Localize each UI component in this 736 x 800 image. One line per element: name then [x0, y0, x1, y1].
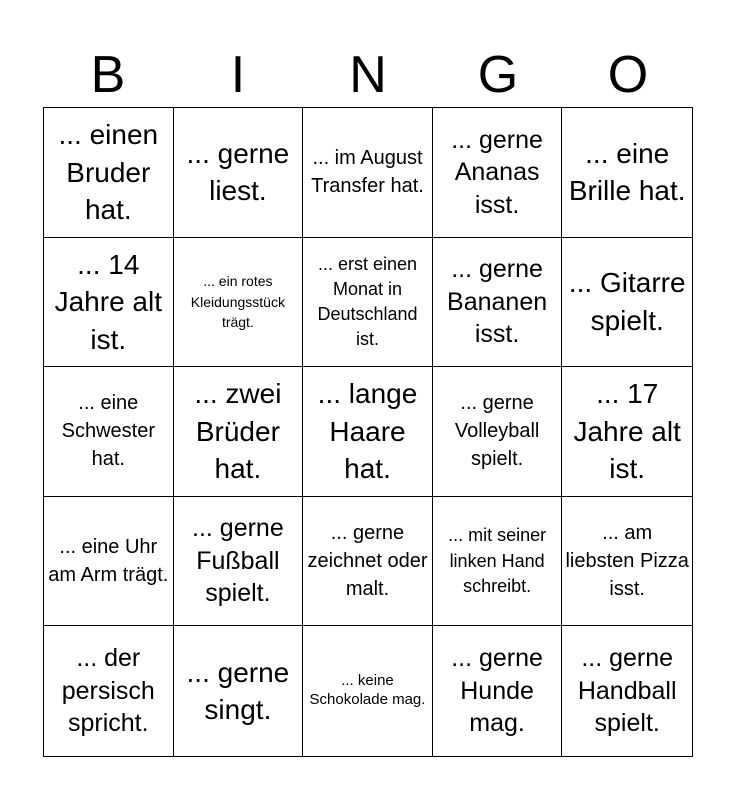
bingo-cell-text: ... einen Bruder hat. — [58, 119, 159, 226]
bingo-cell-text: ... eine Uhr am Arm trägt. — [48, 536, 169, 587]
bingo-cell-text: ... gerne liest. — [186, 137, 290, 207]
bingo-cell[interactable] — [303, 626, 433, 756]
bingo-cell[interactable] — [174, 238, 304, 368]
bingo-cell-text: ... gerne Handball spielt. — [577, 644, 677, 738]
bingo-cell[interactable] — [44, 497, 174, 627]
header-letter-o: O — [607, 46, 649, 104]
bingo-cell-text: ... gerne Bananen isst. — [447, 255, 548, 349]
bingo-cell[interactable] — [433, 108, 563, 238]
bingo-cell[interactable] — [433, 367, 563, 497]
bingo-cell[interactable] — [44, 238, 174, 368]
bingo-cell-text: ... 17 Jahre alt ist. — [573, 378, 681, 485]
bingo-cell-text: ... gerne singt. — [186, 656, 290, 726]
bingo-cell-text: ... im August Transfer hat. — [311, 147, 424, 198]
bingo-cell[interactable] — [174, 497, 304, 627]
bingo-cell[interactable] — [44, 108, 174, 238]
bingo-cell-text: ... gerne Fußball spielt. — [192, 514, 284, 608]
header-letter-g: G — [477, 46, 519, 104]
bingo-cell-text: ... eine Schwester hat. — [61, 392, 155, 471]
bingo-cell[interactable] — [303, 367, 433, 497]
bingo-cell-text: ... eine Brille hat. — [568, 137, 686, 207]
bingo-header — [43, 44, 693, 106]
bingo-cell-text: ... gerne Hunde mag. — [451, 644, 543, 738]
bingo-cell-text: ... lange Haare hat. — [317, 378, 418, 485]
bingo-cell-text: ... ein rotes Kleidungsstück trägt. — [190, 273, 285, 331]
bingo-cell-text: ... gerne zeichnet oder malt. — [307, 522, 428, 601]
bingo-board — [43, 107, 693, 757]
bingo-cell-text: ... gerne Volleyball spielt. — [454, 392, 540, 471]
bingo-cell[interactable] — [433, 238, 563, 368]
bingo-cell[interactable] — [303, 238, 433, 368]
bingo-cell[interactable] — [562, 108, 692, 238]
bingo-cell[interactable] — [562, 238, 692, 368]
header-letter-b: B — [90, 46, 126, 104]
bingo-cell-text: ... zwei Brüder hat. — [194, 378, 282, 485]
bingo-cell-text: ... 14 Jahre alt ist. — [54, 248, 162, 355]
bingo-cell[interactable] — [303, 108, 433, 238]
bingo-cell[interactable] — [433, 626, 563, 756]
header-letter-n: N — [349, 46, 387, 104]
bingo-cell[interactable] — [433, 497, 563, 627]
bingo-cell-text: ... der persisch spricht. — [61, 644, 155, 738]
bingo-cell-text: ... am liebsten Pizza isst. — [565, 522, 689, 601]
bingo-cell[interactable] — [174, 626, 304, 756]
bingo-cell-text: ... gerne Ananas isst. — [451, 125, 543, 219]
bingo-cell[interactable] — [174, 367, 304, 497]
bingo-cell[interactable] — [562, 626, 692, 756]
header-letter-i: I — [230, 46, 246, 104]
bingo-cell[interactable] — [303, 497, 433, 627]
bingo-cell[interactable] — [562, 367, 692, 497]
bingo-cell-text: ... keine Schokolade mag. — [309, 672, 426, 709]
bingo-cell[interactable] — [174, 108, 304, 238]
bingo-cell-text: ... Gitarre spielt. — [568, 267, 686, 336]
bingo-cell-text: ... mit seiner linken Hand schreibt. — [448, 525, 547, 596]
bingo-cell[interactable] — [562, 497, 692, 627]
bingo-cell-text: ... erst einen Monat in Deutschland ist. — [317, 253, 418, 350]
bingo-cell[interactable] — [44, 626, 174, 756]
bingo-cell[interactable] — [44, 367, 174, 497]
